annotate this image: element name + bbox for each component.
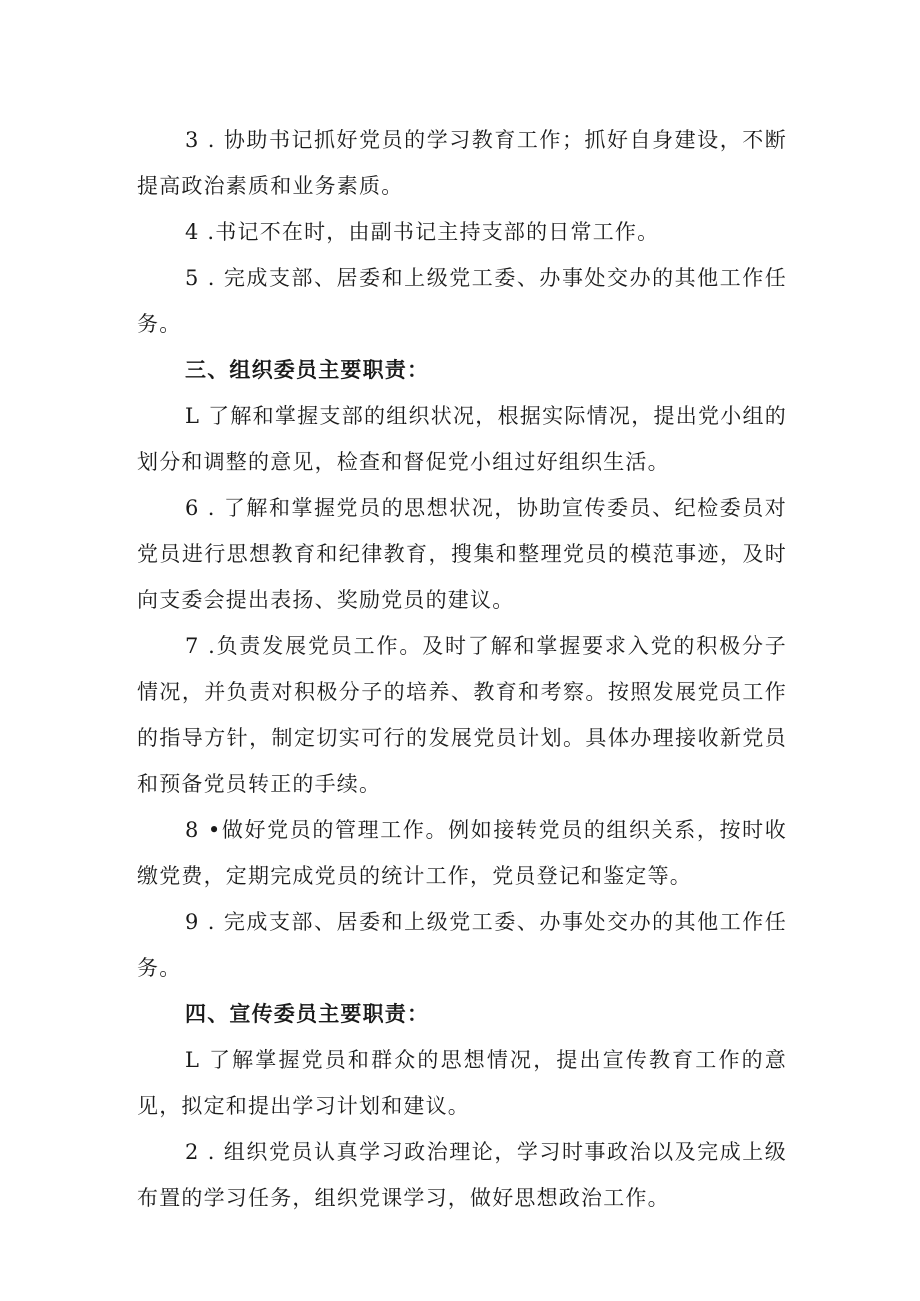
section-heading-propaganda: 四、宣传委员主要职责： — [185, 1002, 430, 1026]
organization-item-1: L 了解和掌握支部的组织状况，根据实际情况，提出党小组的划分和调整的意见，检查和督促党小组过好组织生活。 — [137, 404, 787, 474]
propaganda-item-1: L 了解掌握党员和群众的思想情况，提出宣传教育工作的意见，拟定和提出学习计划和建议。 — [137, 1048, 787, 1118]
propaganda-item-2: 2 . 组织党员认真学习政治理论，学习时事政治以及完成上级布置的学习任务，组织党课学习，做好思想政治工作。 — [137, 1140, 787, 1210]
document-body — [137, 117, 787, 1221]
section-heading-organization: 三、组织委员主要职责： — [185, 358, 430, 382]
paragraph-item-4: 4 .书记不在时，由副书记主持支部的日常工作。 — [185, 220, 660, 244]
organization-item-6: 6 . 了解和掌握党员的思想状况，协助宣传委员、纪检委员对党员进行思想教育和纪律教育，搜集和整理党员的模范事迹，及时向支委会提出表扬、奖励党员的建议。 — [137, 496, 787, 612]
organization-item-8: 8 •做好党员的管理工作。例如接转党员的组织关系，按时收缴党费，定期完成党员的统计工作，党员登记和鉴定等。 — [137, 818, 787, 888]
organization-item-7: 7 .负责发展党员工作。及时了解和掌握要求入党的积极分子情况，并负责对积极分子的培养、教育和考察。按照发展党员工作的指导方针，制定切实可行的发展党员计划。具体办理接收新党员和预备党员转正的手续。 — [137, 634, 787, 796]
organization-item-9: 9 . 完成支部、居委和上级党工委、办事处交办的其他工作任务。 — [137, 910, 787, 980]
paragraph-item-5: 5 . 完成支部、居委和上级党工委、办事处交办的其他工作任务。 — [137, 266, 787, 336]
paragraph-item-3: 3 . 协助书记抓好党员的学习教育工作；抓好自身建设，不断提高政治素质和业务素质。 — [137, 128, 787, 198]
